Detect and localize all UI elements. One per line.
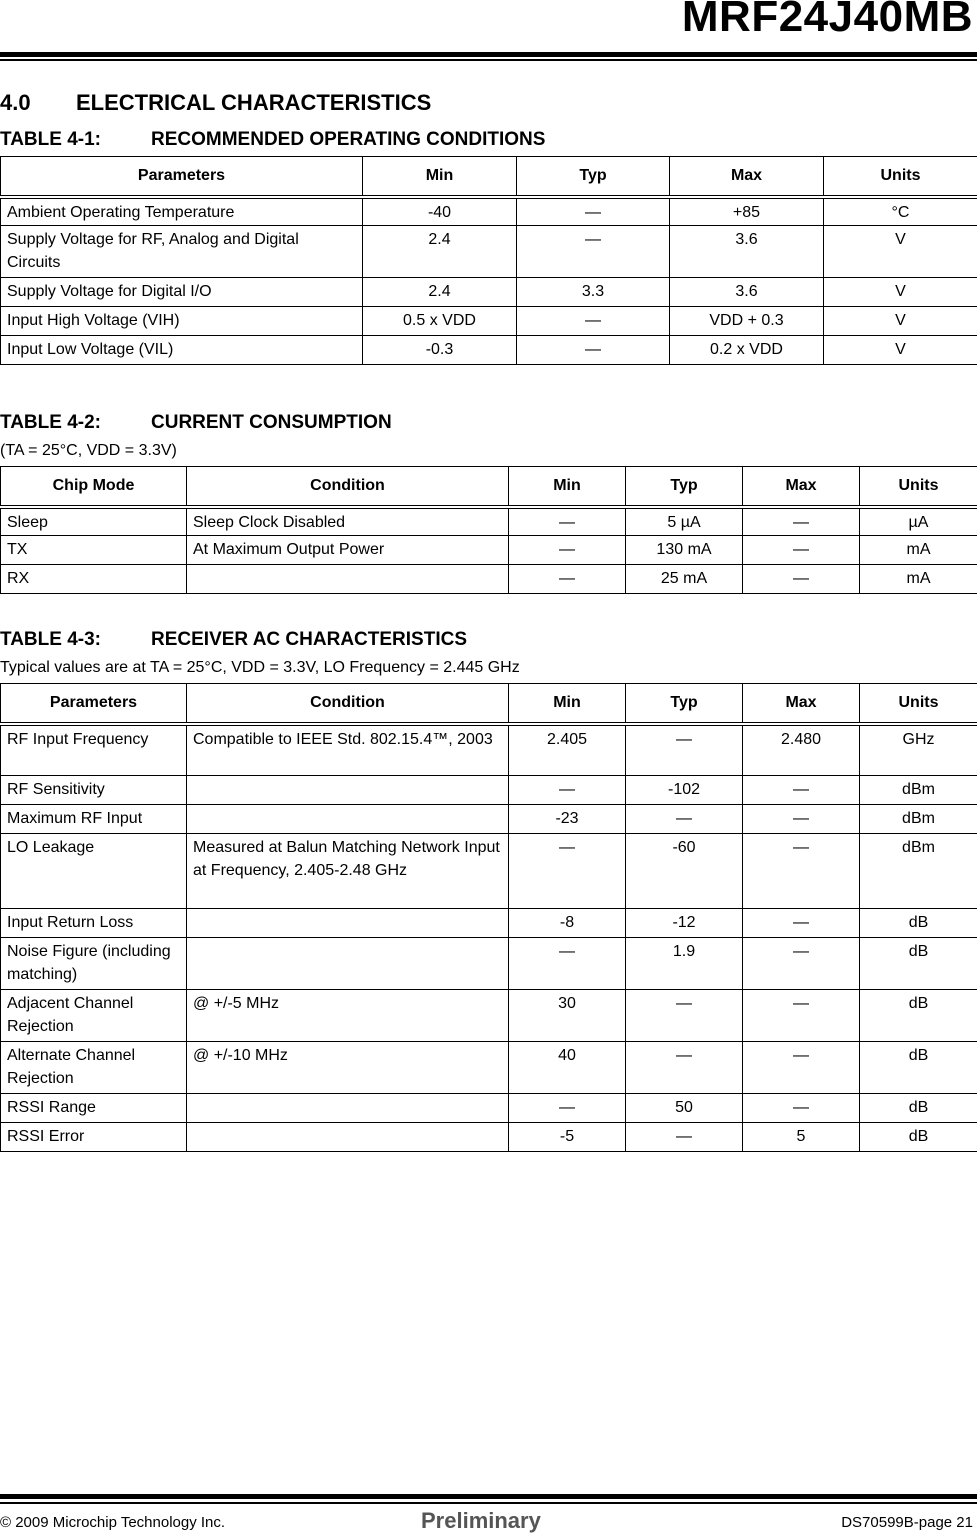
table-cell: 2.4 <box>363 226 517 278</box>
table2-col-header: Condition <box>187 467 509 507</box>
document-title: MRF24J40MB <box>681 0 973 41</box>
table3-title: RECEIVER AC CHARACTERISTICS <box>151 629 467 650</box>
table-cell: — <box>517 307 670 336</box>
table-row <box>1 724 977 776</box>
table-cell: VDD + 0.3 <box>670 307 824 336</box>
section-heading <box>0 90 431 116</box>
table-cell: — <box>626 724 743 776</box>
table-cell: -12 <box>626 909 743 938</box>
table-cell: — <box>743 834 860 909</box>
table-cell: At Maximum Output Power <box>187 536 509 565</box>
table-cell: Ambient Operating Temperature <box>1 197 363 226</box>
table-cell: -102 <box>626 776 743 805</box>
table-cell: @ +/-5 MHz <box>187 990 509 1042</box>
table-cell: 130 mA <box>626 536 743 565</box>
table-cell: V <box>824 336 977 365</box>
table3-col-header: Typ <box>626 684 743 724</box>
table-cell: RF Input Frequency <box>1 724 187 776</box>
table-cell: dB <box>860 1042 977 1094</box>
table1-col-header: Parameters <box>1 157 363 197</box>
table-cell: 40 <box>509 1042 626 1094</box>
table-cell: — <box>509 565 626 594</box>
table-cell <box>187 909 509 938</box>
table-cell: +85 <box>670 197 824 226</box>
table-row <box>1 776 977 805</box>
table-cell: — <box>743 507 860 536</box>
table-cell: 3.6 <box>670 278 824 307</box>
table3-number: TABLE 4-3: <box>0 629 101 650</box>
table3-col-header: Parameters <box>1 684 187 724</box>
table-cell: dBm <box>860 776 977 805</box>
table-cell <box>187 938 509 990</box>
table-cell: dB <box>860 1123 977 1152</box>
table-cell: TX <box>1 536 187 565</box>
table2-col-header: Max <box>743 467 860 507</box>
table-cell: — <box>626 805 743 834</box>
table-cell: µA <box>860 507 977 536</box>
table-cell: — <box>517 226 670 278</box>
table-cell: RSSI Range <box>1 1094 187 1123</box>
table2-caption <box>0 412 392 434</box>
table2-title: CURRENT CONSUMPTION <box>151 412 392 433</box>
table-row <box>1 278 977 307</box>
table-cell: -40 <box>363 197 517 226</box>
table-cell: 30 <box>509 990 626 1042</box>
table-cell: 25 mA <box>626 565 743 594</box>
table2-header-row <box>1 467 977 507</box>
table-cell: dB <box>860 990 977 1042</box>
table1-col-header: Max <box>670 157 824 197</box>
table1-col-header: Units <box>824 157 977 197</box>
table-row <box>1 805 977 834</box>
table-cell: dBm <box>860 805 977 834</box>
table2-current-consumption <box>0 466 977 594</box>
table-row <box>1 938 977 990</box>
header-rule-thick <box>0 52 977 57</box>
table-cell: -5 <box>509 1123 626 1152</box>
footer-copyright: © 2009 Microchip Technology Inc. <box>0 1514 226 1531</box>
table-cell: — <box>743 805 860 834</box>
table-cell: mA <box>860 536 977 565</box>
table-cell: dB <box>860 938 977 990</box>
table-cell: — <box>626 1042 743 1094</box>
table-cell: — <box>626 990 743 1042</box>
table2-col-header: Units <box>860 467 977 507</box>
table-cell: Supply Voltage for RF, Analog and Digital Circuits <box>1 226 363 278</box>
table-cell: LO Leakage <box>1 834 187 909</box>
footer-status: Preliminary <box>421 1508 541 1533</box>
table-cell: — <box>509 834 626 909</box>
table-cell: 2.480 <box>743 724 860 776</box>
table-cell: 3.6 <box>670 226 824 278</box>
table-cell <box>187 776 509 805</box>
table-row <box>1 1042 977 1094</box>
table3-header-row <box>1 684 977 724</box>
table-cell: — <box>509 1094 626 1123</box>
table-cell: V <box>824 278 977 307</box>
table-cell: -0.3 <box>363 336 517 365</box>
table-cell: Alternate Channel Rejection <box>1 1042 187 1094</box>
section-number: 4.0 <box>0 90 31 115</box>
table-cell: — <box>743 909 860 938</box>
table-cell: — <box>743 776 860 805</box>
table-cell: — <box>517 197 670 226</box>
table3-col-header: Units <box>860 684 977 724</box>
table-cell: dB <box>860 1094 977 1123</box>
table-cell <box>187 805 509 834</box>
table-cell: Sleep Clock Disabled <box>187 507 509 536</box>
table-cell: — <box>743 990 860 1042</box>
table1-header-row <box>1 157 977 197</box>
table-row <box>1 909 977 938</box>
table-row <box>1 1123 977 1152</box>
table-cell: — <box>743 1042 860 1094</box>
table3-col-header: Min <box>509 684 626 724</box>
table-cell: 0.5 x VDD <box>363 307 517 336</box>
table-cell: RX <box>1 565 187 594</box>
table-cell: — <box>509 507 626 536</box>
table3-caption <box>0 629 467 651</box>
table-cell <box>187 1094 509 1123</box>
table-cell: RSSI Error <box>1 1123 187 1152</box>
table1-col-header: Min <box>363 157 517 197</box>
table2-col-header: Min <box>509 467 626 507</box>
table-cell: Adjacent Channel Rejection <box>1 990 187 1042</box>
table-row <box>1 336 977 365</box>
footer-rule-thin <box>0 1502 977 1504</box>
table-cell: mA <box>860 565 977 594</box>
table-cell: V <box>824 307 977 336</box>
table-row <box>1 834 977 909</box>
table-cell: Input Return Loss <box>1 909 187 938</box>
table-row <box>1 197 977 226</box>
section-title: ELECTRICAL CHARACTERISTICS <box>76 90 432 115</box>
table-cell: Compatible to IEEE Std. 802.15.4™, 2003 <box>187 724 509 776</box>
table-cell: Sleep <box>1 507 187 536</box>
table-row <box>1 536 977 565</box>
table-cell: 0.2 x VDD <box>670 336 824 365</box>
table-cell: — <box>509 938 626 990</box>
table-row <box>1 226 977 278</box>
table-cell: -23 <box>509 805 626 834</box>
table-cell: Input High Voltage (VIH) <box>1 307 363 336</box>
table-cell: V <box>824 226 977 278</box>
table-cell: 3.3 <box>517 278 670 307</box>
table-cell <box>187 565 509 594</box>
table-row <box>1 307 977 336</box>
table-cell: 5 µA <box>626 507 743 536</box>
table-cell: dBm <box>860 834 977 909</box>
table-cell: Noise Figure (including matching) <box>1 938 187 990</box>
table-cell: — <box>509 536 626 565</box>
table-cell: dB <box>860 909 977 938</box>
table-cell: Measured at Balun Matching Network Input at Frequency, 2.405-2.48 GHz <box>187 834 509 909</box>
footer-rule-thick <box>0 1494 977 1499</box>
table-cell: -60 <box>626 834 743 909</box>
table-cell: 1.9 <box>626 938 743 990</box>
footer-page-number: DS70599B-page 21 <box>841 1514 973 1531</box>
table-cell: — <box>626 1123 743 1152</box>
table2-col-header: Typ <box>626 467 743 507</box>
table-row <box>1 565 977 594</box>
table-cell: GHz <box>860 724 977 776</box>
table-cell: -8 <box>509 909 626 938</box>
table3-receiver-ac-characteristics <box>0 683 977 1152</box>
table-cell: — <box>743 536 860 565</box>
table-cell: — <box>743 938 860 990</box>
table-cell: 2.405 <box>509 724 626 776</box>
table-cell: — <box>743 1094 860 1123</box>
table-cell: 50 <box>626 1094 743 1123</box>
table-cell: Supply Voltage for Digital I/O <box>1 278 363 307</box>
table-cell: — <box>509 776 626 805</box>
table1-title: RECOMMENDED OPERATING CONDITIONS <box>151 129 546 150</box>
table-cell: 2.4 <box>363 278 517 307</box>
table3-col-header: Condition <box>187 684 509 724</box>
table2-number: TABLE 4-2: <box>0 412 101 433</box>
table3-col-header: Max <box>743 684 860 724</box>
table1-recommended-operating-conditions <box>0 156 977 365</box>
table-cell: °C <box>824 197 977 226</box>
table2-conditions-note: (TA = 25°C, VDD = 3.3V) <box>0 442 177 459</box>
table-row <box>1 990 977 1042</box>
table-cell: Input Low Voltage (VIL) <box>1 336 363 365</box>
table-row <box>1 507 977 536</box>
table-cell: — <box>743 565 860 594</box>
table-cell: — <box>517 336 670 365</box>
table1-caption <box>0 129 545 151</box>
table-cell: @ +/-10 MHz <box>187 1042 509 1094</box>
table-row <box>1 1094 977 1123</box>
table3-conditions-note: Typical values are at TA = 25°C, VDD = 3.3V, LO Frequency = 2.445 GHz <box>0 659 520 676</box>
table1-number: TABLE 4-1: <box>0 129 101 150</box>
table-cell: 5 <box>743 1123 860 1152</box>
table-cell: RF Sensitivity <box>1 776 187 805</box>
table-cell <box>187 1123 509 1152</box>
table1-col-header: Typ <box>517 157 670 197</box>
header-rule-thin <box>0 59 977 61</box>
table2-col-header: Chip Mode <box>1 467 187 507</box>
table-cell: Maximum RF Input <box>1 805 187 834</box>
